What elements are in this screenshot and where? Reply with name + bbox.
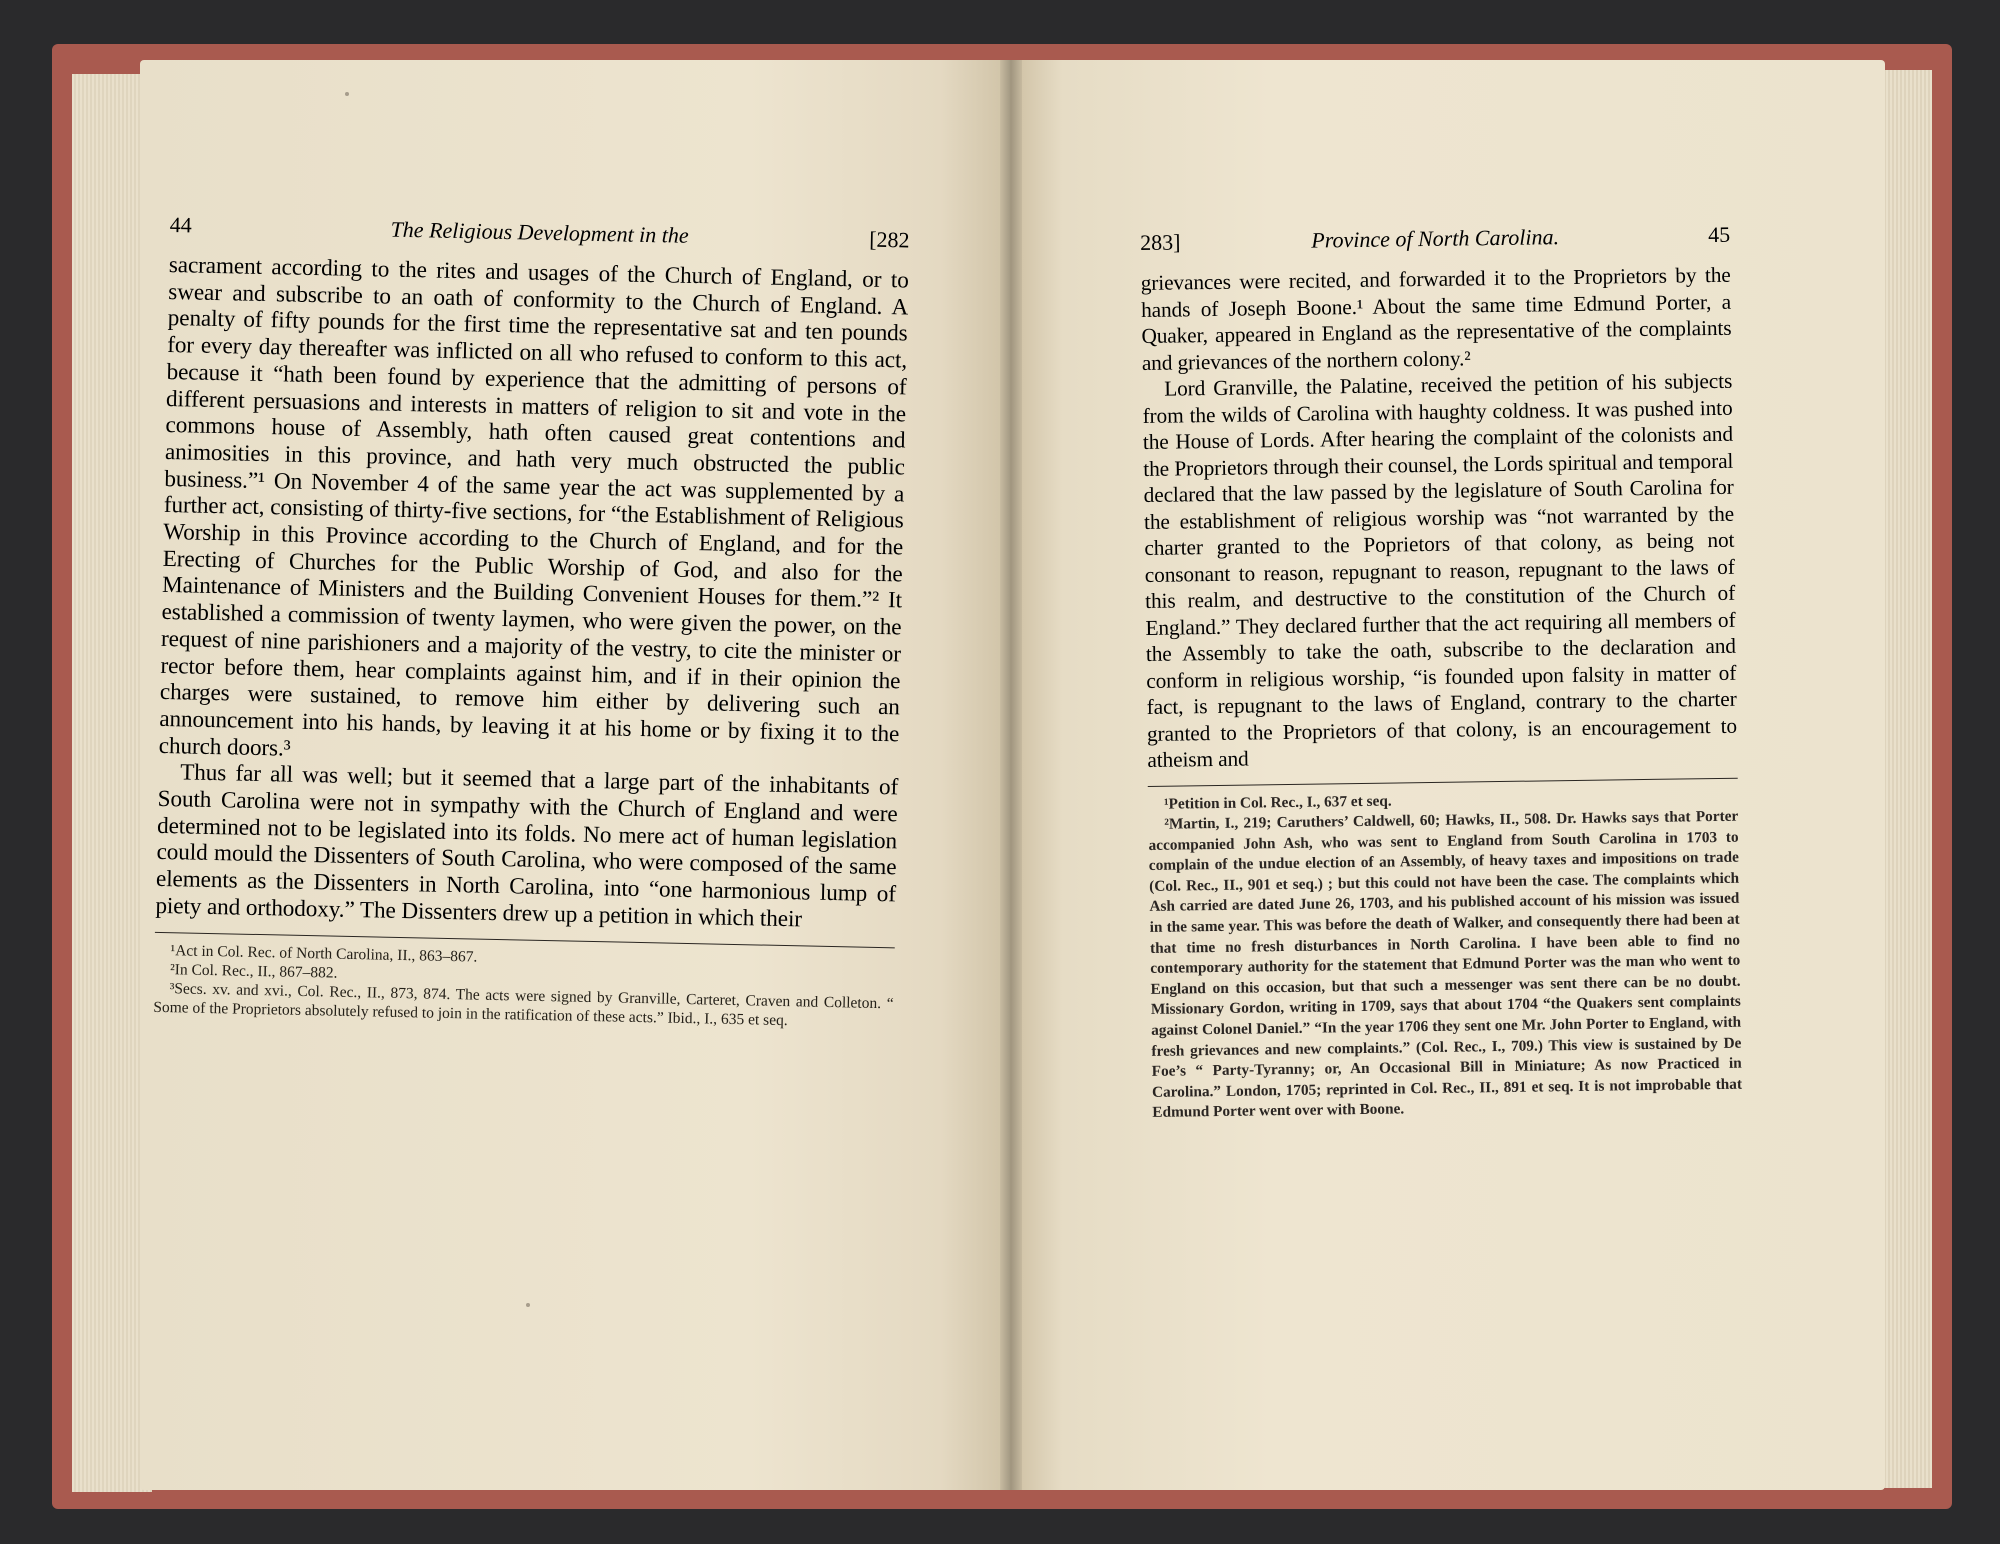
- left-page-content: [153, 212, 910, 1032]
- bracket-page-number: [282: [868, 226, 910, 253]
- bracket-page-number: 283]: [1140, 229, 1181, 255]
- footnote: ³Secs. xv. and xvi., Col. Rec., II., 873, 874. The acts were signed by Granville, Carteret, Craven and Colleton. “ Some of the Proprietors absolutely refused to join in the ratification of these acts.” Ibid., I., 635 et seq.: [153, 979, 894, 1029]
- page-number: 44: [169, 212, 192, 238]
- right-page-content: [1140, 222, 1742, 1124]
- running-title: Province of North Carolina.: [1311, 224, 1560, 253]
- page-number: 45: [1707, 221, 1731, 248]
- footnote: ¹Act in Col. Rec. of North Carolina, II., 863–867.: [170, 941, 478, 966]
- running-title: The Religious Development in the: [390, 216, 689, 248]
- book-gutter: [1000, 60, 1022, 1490]
- ink-speck: [345, 92, 349, 96]
- footnote: ²In Col. Rec., II., 867–882.: [169, 960, 338, 982]
- right-running-head: [1140, 222, 1731, 270]
- paragraph: grievances were recited, and forwarded it to the Proprietors by the hands of Joseph Boone.¹ About the same time Edmund Porter, a Quaker, appeared in England as the representative of the complaints and grievances of the northern colony.²: [1140, 262, 1732, 375]
- footnote-rule: [1148, 777, 1738, 786]
- ink-speck: [526, 1303, 530, 1307]
- footnote: ¹Petition in Col. Rec., I., 637 et seq.: [1163, 792, 1392, 813]
- paragraph: sacrament according to the rites and usages of the Church of England, or to swear and subscribe to an oath of conformity to the Church of England. A penalty of fifty pounds for the first time the representative sat and ten pounds for every day thereafter was inflicted on all who refused to conform to this act, because it “hath been found by experience that the admitting of persons of different persuasions and interests in matters of religion to sit and vote in the commons house of Assembly, hath often caused great contentions and animosities in this province, and hath very much obstructed the public business.”¹ On November 4 of the same year the act was supplemented by a further act, consisting of thirty-five sections, for “the Establishment of Religious Worship in this Province according to the Church of England, and for the Erecting of Churches for the Public Worship of God, and also for the Maintenance of Ministers and the Building Convenient Houses for them.”² It established a commission of twenty laymen, who were given the power, on the request of nine parishioners and a majority of the vestry, to cite the minister or rector before them, hear complaints against him, and if in their opinion the charges were sustained, to remove him either by delivering such an announcement into his hands, by leaving it at his home or by fixing it to the church doors.³: [158, 251, 909, 762]
- paragraph: Lord Granville, the Palatine, received the petition of his subjects from the wilds of Carolina with haughty coldness. It was pushed into the House of Lords. After hearing the complaint of the colonists and the Proprietors through their counsel, the Lords spiritual and temporal declared that the law passed by the legislature of South Carolina for the establishment of religious worship was “not warranted by the charter granted to the Poprietors of that colony, as being not consonant to reason, repugnant to reason, repugnant to the laws of this realm, and destructive to the constitution of the Church of England.” They declared further that the act requiring all members of the Assembly to take the oath, subscribe to the declaration and conform in religious worship, “is founded upon falsity in matter of fact, is repugnant to the laws of England, contrary to the charter granted to the Proprietors of that colony, is an encouragement to atheism and: [1142, 368, 1738, 772]
- footnote: ²Martin, I., 219; Caruthers’ Caldwell, 60; Hawks, II., 508. Dr. Hawks says that Porter accompanied John Ash, who was sent to England from South Carolina in 1703 to complain of the undue election of an Assembly, of heavy taxes and impositions on trade (Col. Rec., II., 901 et seq.) ; but this could not have been the case. The complaints which Ash carried are dated June 26, 1703, and his published account of his mission was issued in the same year. This was before the death of Walker, and consequently there had been at that time no fresh disturbances in North Carolina. I have been able to find no contemporary authority for the statement that Edmund Porter was the man who went to England on this occasion, but that such a messenger was sent there can be no doubt. Missionary Gordon, writing in 1709, says that about 1704 “the Quakers sent complaints against Colonel Daniel.” “In the year 1706 they sent one Mr. John Porter to England, with fresh grievances and new complaints.” (Col. Rec., I., 709.) This view is sustained by De Foe’s “ Party-Tyranny; or, An Occasional Bill in Miniature; As now Practiced in Carolina.” London, 1705; reprinted in Col. Rec., II., 891 et seq. It is not improbable that Edmund Porter went over with Boone.: [1148, 807, 1743, 1122]
- paragraph: Thus far all was well; but it seemed that a large part of the inhabitants of South Carolina were not in sympathy with the Church of England and were determined not to be legislated into its folds. No mere act of human legislation could mould the Dissenters of South Carolina, who were composed of the same elements as the Dissenters in North Carolina, into “one harmonious lump of piety and orthodoxy.” The Dissenters drew up a petition in which their: [155, 759, 899, 933]
